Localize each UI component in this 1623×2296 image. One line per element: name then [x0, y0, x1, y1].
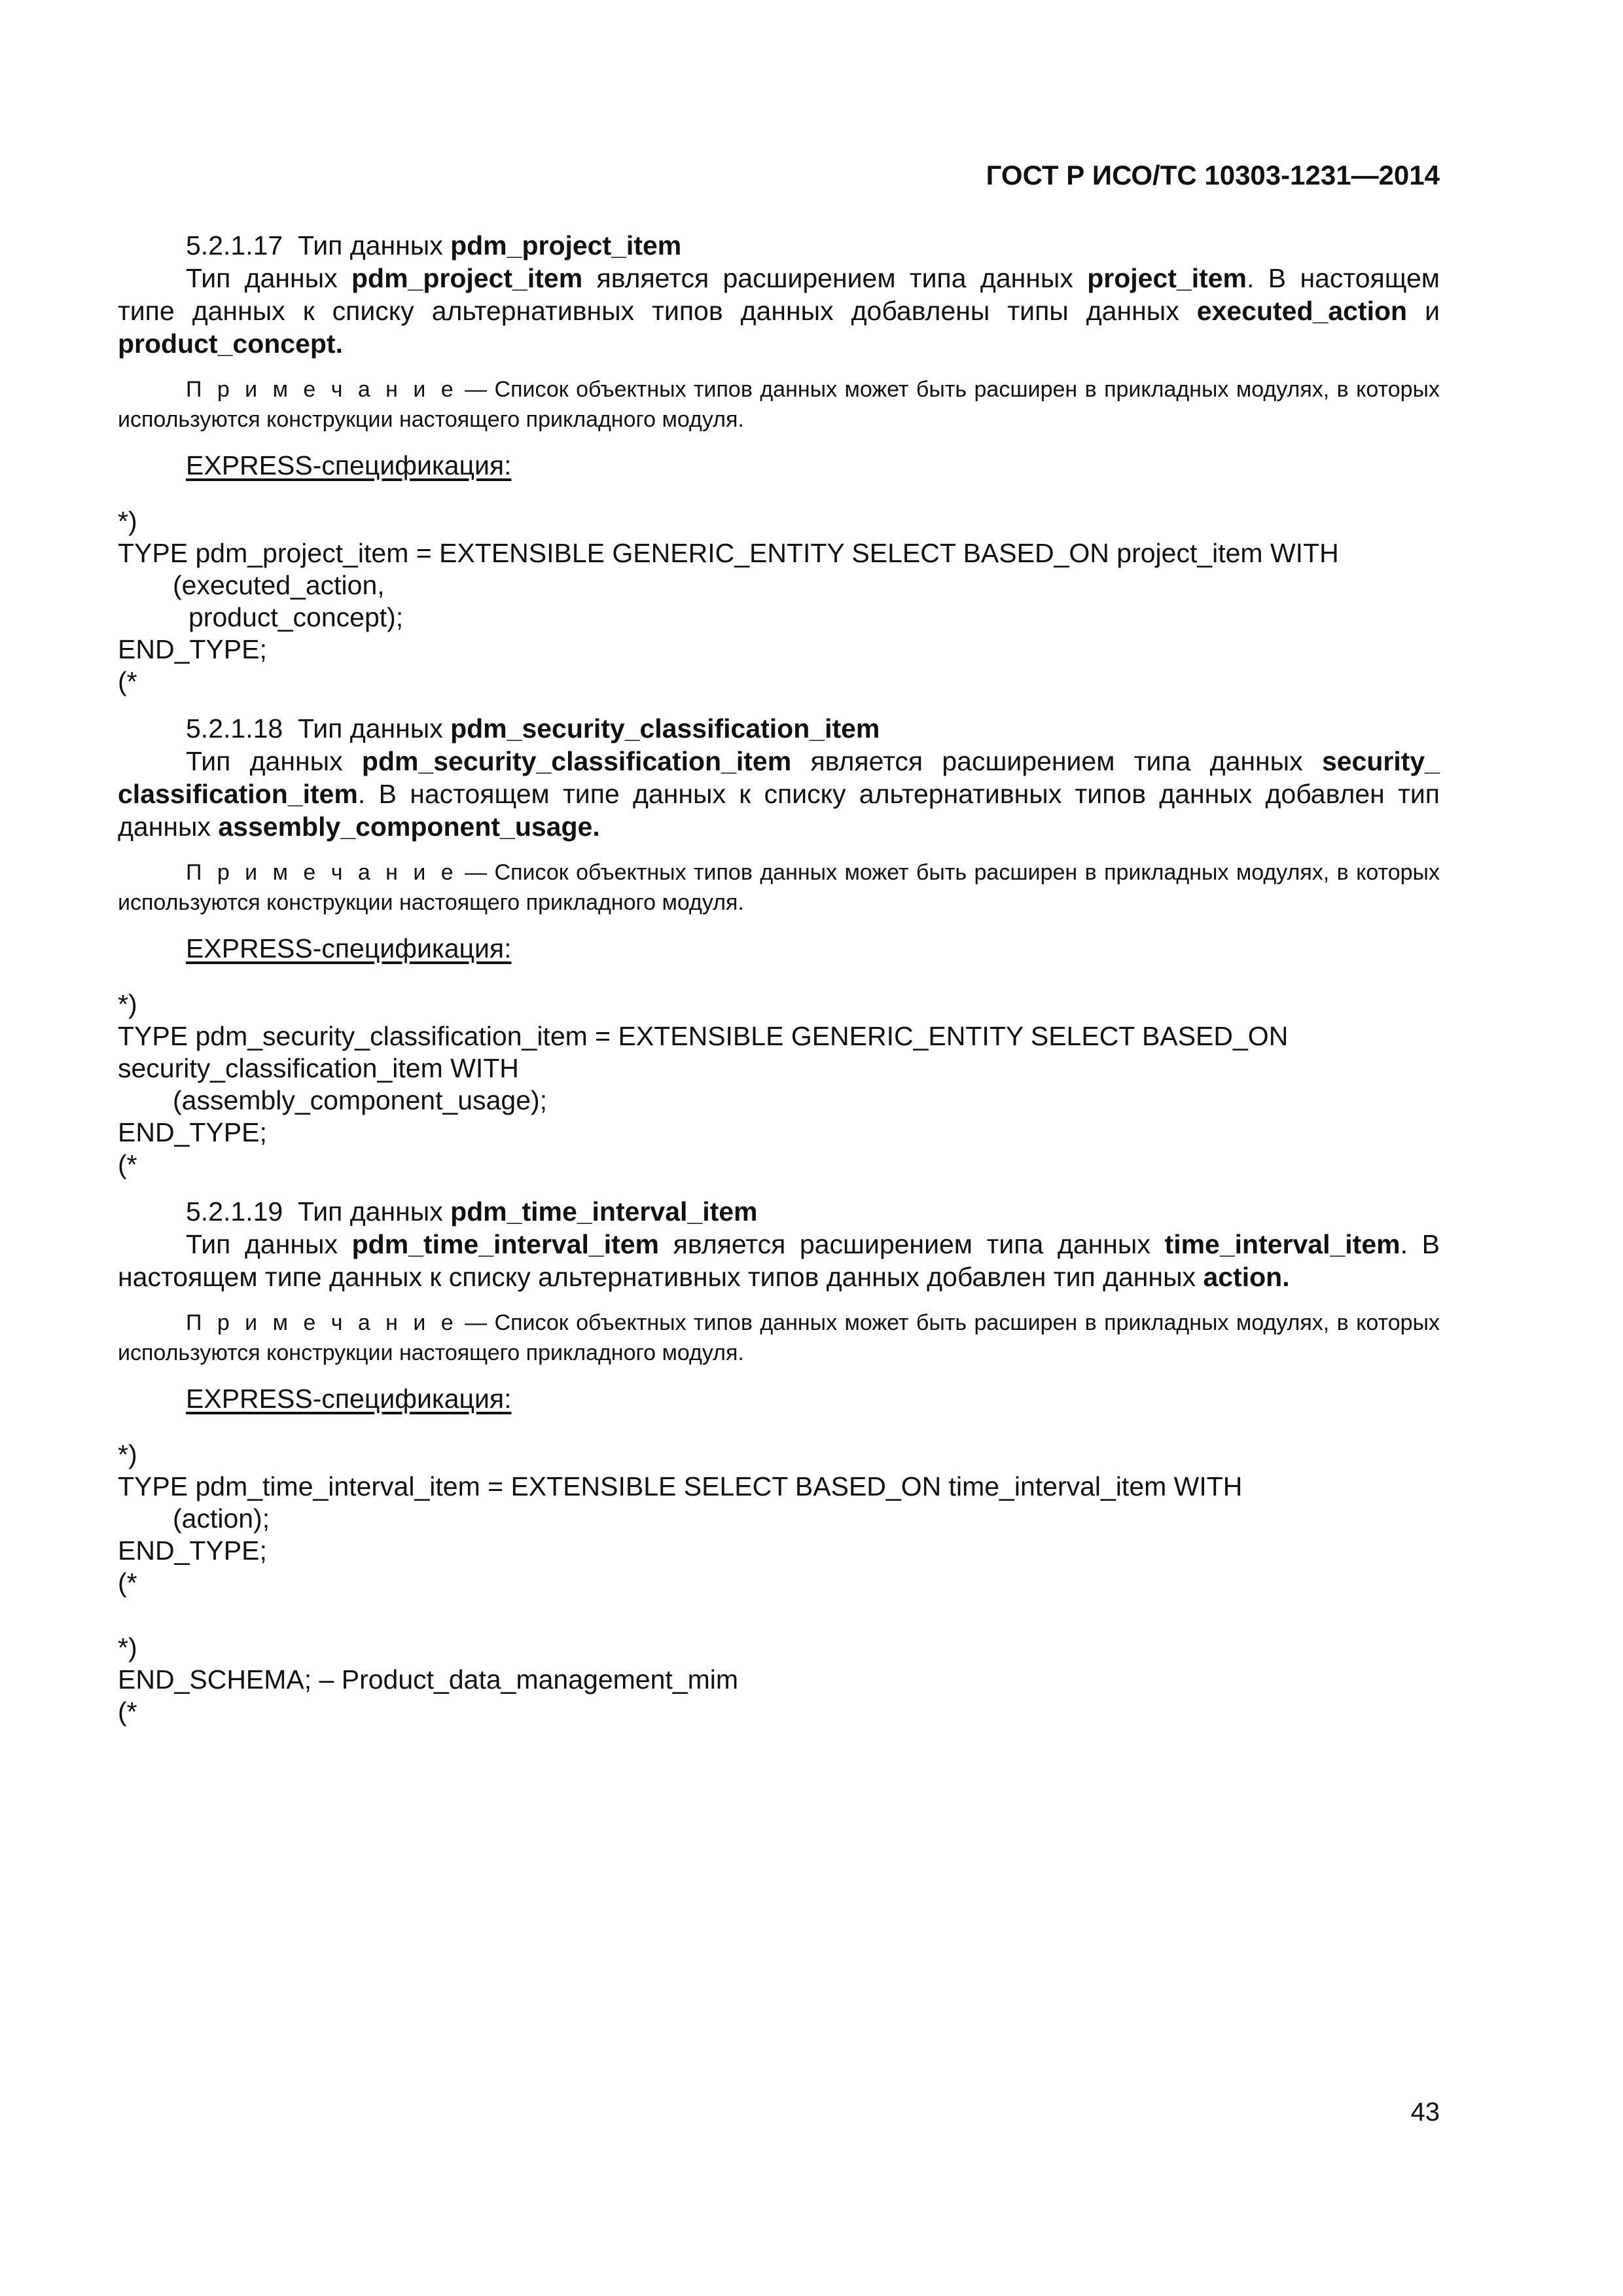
paragraph-text: Тип данных: [186, 263, 352, 293]
section-paragraph: [118, 745, 1440, 843]
section-title-name: pdm_security_classification_item: [450, 713, 880, 744]
added-type-name: product_concept.: [118, 329, 343, 359]
section-paragraph: [118, 262, 1440, 360]
note-label: П р и м е ч а н и е: [186, 1310, 457, 1335]
code-line: *): [118, 506, 137, 536]
code-line: security_classification_item WITH: [118, 1053, 519, 1083]
section-heading: [118, 229, 1440, 262]
code-line: (assembly_component_usage);: [173, 1085, 548, 1115]
code-line: (*: [118, 1696, 137, 1727]
code-line: *): [118, 989, 137, 1019]
paragraph-text: является расширением типа данных: [791, 746, 1322, 776]
code-line: TYPE pdm_time_interval_item = EXTENSIBLE SELECT BASED_ON time_interval_item WITH: [118, 1471, 1243, 1501]
type-name: pdm_time_interval_item: [351, 1229, 660, 1259]
note-text: — Список объектных типов данных может быть расширен в прикладных модулях, в которых используются конструкции настоящего прикладного модуля.: [118, 1310, 1440, 1365]
spacer: [118, 698, 1440, 712]
paragraph-text: является расширением типа данных: [582, 263, 1088, 293]
page-number: 43: [1410, 2098, 1440, 2126]
page-content: [118, 229, 1440, 1728]
paragraph-text: . В настоящем типе данных к списку альтернативных типов данных добавлены типы данных: [118, 263, 1440, 326]
type-name: pdm_project_item: [351, 263, 583, 293]
added-type-name: executed_action: [1196, 296, 1408, 326]
note: [118, 1308, 1440, 1368]
section-5-2-1-18: [118, 712, 1440, 1181]
section-paragraph: [118, 1228, 1440, 1293]
section-heading: [118, 1195, 1440, 1228]
section-heading: [118, 712, 1440, 745]
express-code-block: [118, 988, 1440, 1181]
paragraph-text: . В настоящем типе данных к списку альтернативных типов данных добавлен тип данных: [118, 1229, 1440, 1292]
spacer: [118, 1599, 1440, 1632]
section-title-prefix: Тип данных: [297, 713, 451, 744]
code-line: (*: [118, 1149, 137, 1179]
code-line: product_concept);: [188, 602, 404, 632]
base-type-name: security_ classification_item: [118, 746, 1440, 809]
code-line: TYPE pdm_security_classification_item = EXTENSIBLE GENERIC_ENTITY SELECT BASED_ON: [118, 1021, 1289, 1051]
section-title-prefix: Тип данных: [297, 230, 451, 260]
code-line: END_TYPE;: [118, 1535, 267, 1566]
section-number: 5.2.1.17: [186, 230, 283, 260]
section-title-name: pdm_time_interval_item: [450, 1196, 758, 1227]
note-text: — Список объектных типов данных может быть расширен в прикладных модулях, в которых используются конструкции настоящего прикладного модуля.: [118, 377, 1440, 432]
code-line: (*: [118, 666, 137, 696]
code-line: END_TYPE;: [118, 1117, 267, 1147]
section-number: 5.2.1.19: [186, 1196, 283, 1227]
paragraph-text: Тип данных: [186, 746, 362, 776]
paragraph-text: является расширением типа данных: [659, 1229, 1165, 1259]
note-text: — Список объектных типов данных может быть расширен в прикладных модулях, в которых используются конструкции настоящего прикладного модуля.: [118, 860, 1440, 915]
express-heading: [118, 1382, 1440, 1415]
note: [118, 374, 1440, 435]
end-schema-block: [118, 1632, 1440, 1728]
express-heading: [118, 932, 1440, 965]
spacer: [118, 1181, 1440, 1195]
note-label: П р и м е ч а н и е: [186, 860, 457, 885]
note: [118, 857, 1440, 918]
added-type-name: assembly_component_usage.: [218, 812, 600, 842]
section-5-2-1-19: [118, 1195, 1440, 1599]
express-label: EXPRESS-спецификация:: [186, 933, 512, 963]
code-line: *): [118, 1632, 137, 1662]
document-header: ГОСТ Р ИСО/ТС 10303-1231—2014: [986, 160, 1440, 190]
section-5-2-1-17: [118, 229, 1440, 698]
code-line: END_TYPE;: [118, 634, 267, 664]
added-type-name: action.: [1203, 1262, 1290, 1292]
express-code-block: [118, 505, 1440, 698]
express-code-block: [118, 1439, 1440, 1599]
express-heading: [118, 449, 1440, 482]
code-line: TYPE pdm_project_item = EXTENSIBLE GENERIC_ENTITY SELECT BASED_ON project_item WITH: [118, 538, 1339, 568]
express-label: EXPRESS-спецификация:: [186, 450, 512, 480]
express-label: EXPRESS-спецификация:: [186, 1384, 512, 1414]
code-line: *): [118, 1439, 137, 1469]
base-type-name: project_item: [1087, 263, 1247, 293]
code-line: (*: [118, 1568, 137, 1598]
code-line: END_SCHEMA; – Product_data_management_mim: [118, 1664, 738, 1695]
section-number: 5.2.1.18: [186, 713, 283, 744]
paragraph-text: . В настоящем типе данных к списку альтернативных типов данных добавлен тип данных: [118, 779, 1440, 842]
section-title-name: pdm_project_item: [450, 230, 682, 260]
code-line: (executed_action,: [173, 570, 385, 600]
section-title-prefix: Тип данных: [297, 1196, 451, 1227]
base-type-name: time_interval_item: [1164, 1229, 1400, 1259]
note-label: П р и м е ч а н и е: [186, 377, 457, 402]
type-name: pdm_security_classification_item: [361, 746, 792, 776]
paragraph-text: Тип данных: [186, 1229, 352, 1259]
code-line: (action);: [173, 1503, 270, 1534]
paragraph-text: и: [1407, 296, 1440, 326]
